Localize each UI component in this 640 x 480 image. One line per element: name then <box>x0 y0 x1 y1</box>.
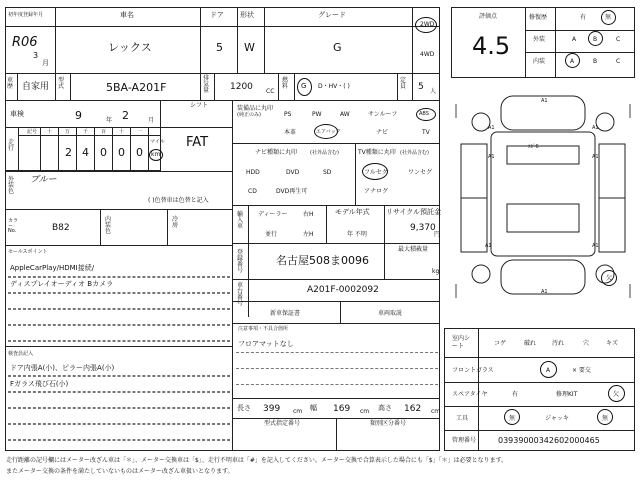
length-value: 399 <box>263 404 281 414</box>
fuel-g: G <box>301 82 307 90</box>
width-value: 169 <box>333 404 351 414</box>
chassis-value: A201F-0002092 <box>307 285 379 295</box>
control-number: 03939000342602000465 <box>498 436 600 445</box>
equip-item: PW <box>312 111 322 118</box>
vehicle-name: レックス <box>108 41 152 54</box>
inspector-line: ドア内張A(小)、ピラー内張A(小) <box>10 364 115 372</box>
registration-value: 名古屋508ま0096 <box>276 254 369 267</box>
damage-mark: A1 <box>541 98 548 104</box>
capacity-value: 5 <box>418 82 424 92</box>
notes-line: フロアマットなし <box>238 340 294 348</box>
name-label: 車名 <box>120 11 134 19</box>
mileage-digit: 0 <box>118 146 125 159</box>
damage-mark: A1 <box>592 125 599 131</box>
equip-item: PS <box>284 111 292 118</box>
equip-item: エアバック <box>316 129 341 135</box>
footer-note: 走行距離の記号欄にはメーター改ざん車は「＊」、メーター交換車は「$」、走行不明車は「#」を記入してください。メーター交換で合算表示した場合にも「$」「＊」は必要となります。 <box>6 457 508 464</box>
inspection-year: 9 <box>75 109 82 122</box>
damage-mark: A1 <box>592 243 599 249</box>
footer-note: またメーター交換の条件を満たしていないものはメーター改ざん車扱いとなります。 <box>6 468 234 475</box>
equip-item: ナビ <box>376 129 389 136</box>
damage-mark: A1 <box>488 125 495 131</box>
mileage-digit: 0 <box>136 146 143 159</box>
grade-value: G <box>333 41 342 54</box>
equip-item: ABS <box>419 111 429 117</box>
damage-mark: A1 <box>592 154 599 160</box>
inspector-line: Fガラス飛び石(小) <box>10 380 69 388</box>
equip-item: サンルーフ <box>368 111 398 118</box>
score-value: 4.5 <box>472 32 511 60</box>
damage-mark: A1 <box>541 289 548 295</box>
car-diagram <box>451 84 635 324</box>
first-reg-label: 初年度登録年月 <box>8 12 44 18</box>
color-no-value: B82 <box>52 223 70 233</box>
height-value: 162 <box>404 404 422 414</box>
damage-mark: A1 <box>488 154 495 160</box>
shape-label: 形状 <box>240 11 254 19</box>
model-year-value: 年 不明 <box>347 231 367 238</box>
displacement-value: 1200 <box>230 82 253 92</box>
shift-value: FAT <box>186 135 209 150</box>
door-label: ドア <box>210 11 224 19</box>
first-reg-month: 3 <box>33 51 39 60</box>
first-reg-year: R06 <box>12 35 38 50</box>
damage-mark: A1 <box>485 243 492 249</box>
selling-line: AppleCarPlay/HDMI接続/ <box>10 264 95 272</box>
repair-none: 無 <box>605 14 612 21</box>
equip-item: AW <box>340 111 350 118</box>
inspection-month: 2 <box>122 109 129 122</box>
equip-item: 本革 <box>284 129 297 136</box>
drive-2wd: 2WD <box>420 21 435 28</box>
mileage-digit: 0 <box>100 146 107 159</box>
shape-value: W <box>244 41 255 54</box>
door-count: 5 <box>216 41 223 54</box>
km-unit: km <box>151 151 161 158</box>
usage-value: 自家用 <box>22 82 50 92</box>
exterior-color: ブルー <box>30 175 57 185</box>
fuel-rest: D・HV・( ) <box>318 83 350 90</box>
grade-label: グレード <box>318 11 346 19</box>
model-value: 5BA-A201F <box>106 81 167 94</box>
damage-mark: ｴﾋﾟ6 <box>528 144 539 150</box>
damage-mark: 欠 <box>606 275 613 282</box>
equip-item: TV <box>422 129 430 136</box>
drive-4wd: 4WD <box>420 51 435 58</box>
mileage-digit: 4 <box>82 146 89 159</box>
recycle-value: 9,370 <box>410 223 436 233</box>
selling-line: ディスプレイオーディオ Bカメラ <box>10 280 114 288</box>
mileage-digit: 2 <box>65 146 72 159</box>
